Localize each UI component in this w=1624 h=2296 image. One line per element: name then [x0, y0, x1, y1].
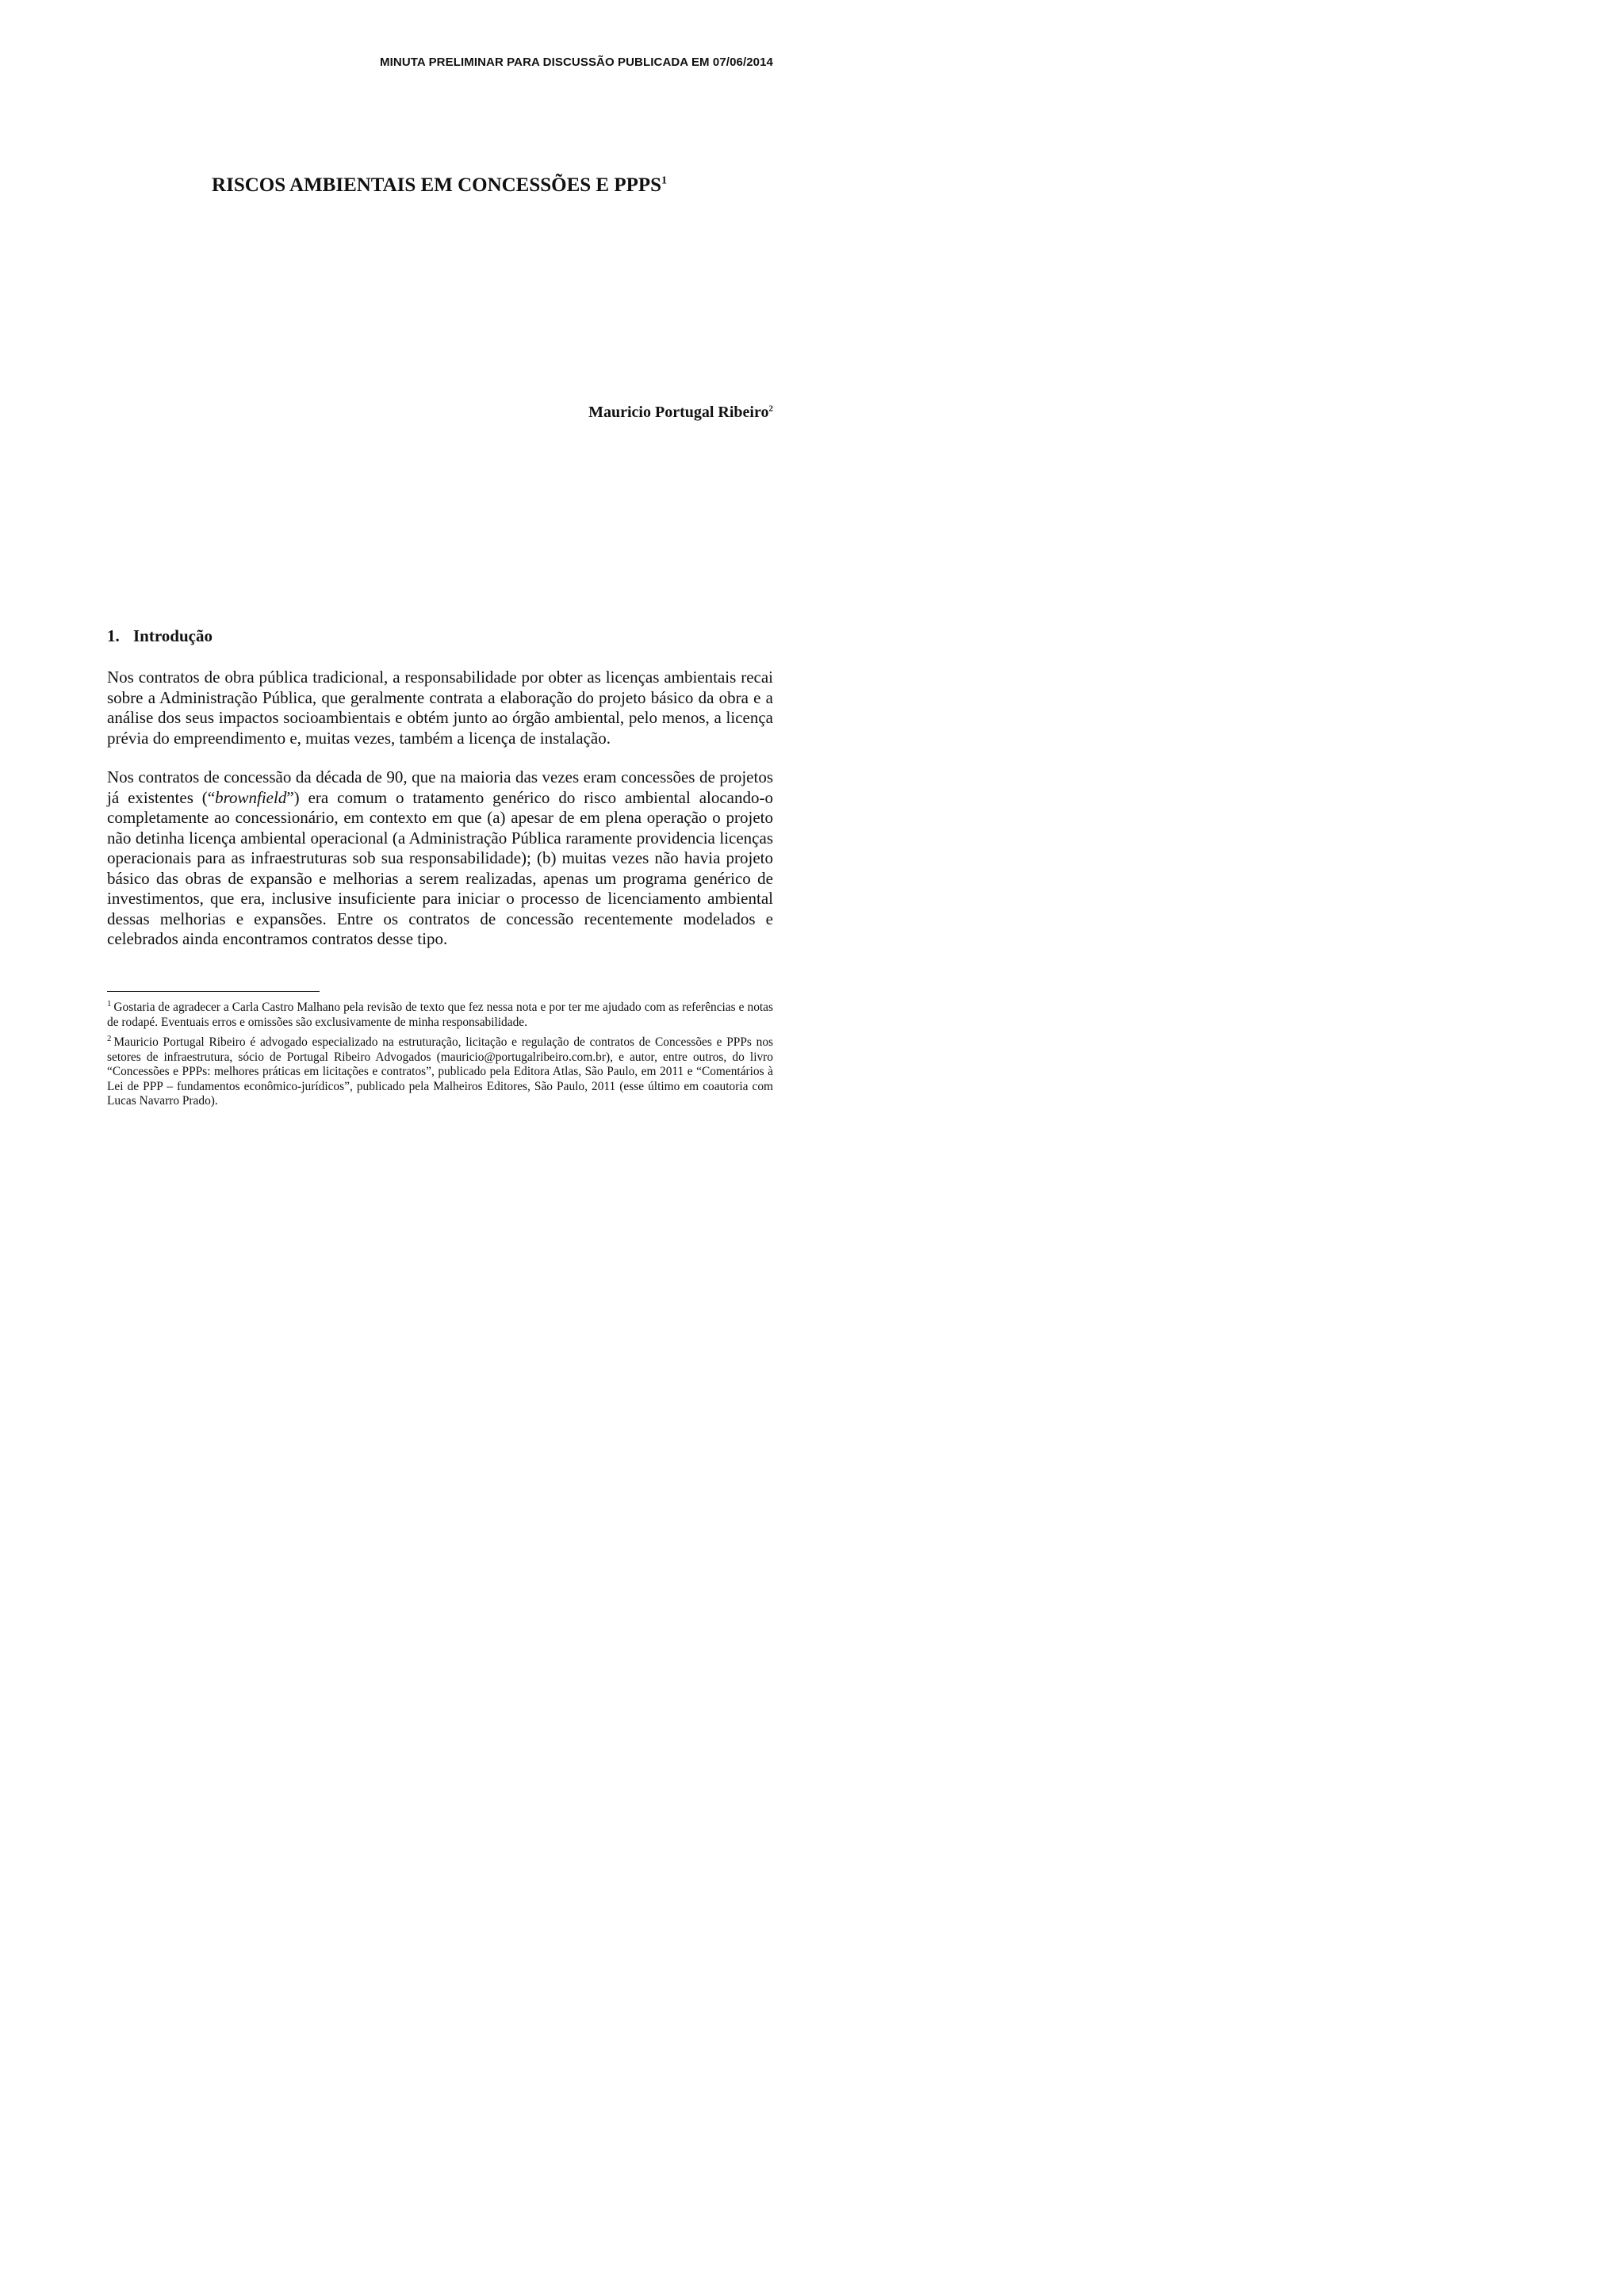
footnote-2-mark: 2: [107, 1033, 112, 1043]
document-title-text: RISCOS AMBIENTAIS EM CONCESSÕES E PPPS: [212, 174, 662, 196]
paragraph-2-part-2: ”) era comum o tratamento genérico do risco ambiental alocando-o completamente ao concessionário, em contexto em que (a) apesar de em plena operação o projeto não detinha licença ambiental operacional (a Administração Pública raramente providencia licenças operacionais para as infraestruturas sob sua responsabilidade); (b) muitas vezes não havia projeto básico das obras de expansão e melhorias a serem realizadas, apenas um programa genérico de investimentos, que era, inclusive insuficiente para iniciar o processo de licenciamento ambiental dessas melhorias e expansões. Entre os contratos de concessão recentemente modelados e celebrados ainda encontramos contratos desse tipo.: [107, 787, 773, 948]
paragraph-2: [107, 767, 773, 950]
footnote-1-text: Gostaria de agradecer a Carla Castro Malhano pela revisão de texto que fez nessa nota e por ter me ajudado com as referências e notas de rodapé. Eventuais erros e omissões são exclusivamente de minha responsabilidade.: [107, 1001, 773, 1029]
paragraph-1: Nos contratos de obra pública tradicional, a responsabilidade por obter as licenças ambientais recai sobre a Administração Pública, que geralmente contrata a elaboração do projeto básico da obra e a análise dos seus impactos socioambientais e obtém junto ao órgão ambiental, pelo menos, a licença prévia do empreendimento e, muitas vezes, também a licença de instalação.: [107, 668, 773, 748]
section-number: 1.: [107, 626, 120, 645]
document-title: [0, 174, 879, 197]
title-footnote-ref[interactable]: 1: [661, 174, 667, 186]
footnote-1-mark: 1: [107, 998, 112, 1008]
footnote-2: [107, 1035, 773, 1109]
paragraph-2-part-1: Nos contratos de concessão da década de 90, que na maioria das vezes eram concessões de projetos já existentes (“: [107, 767, 773, 807]
footnote-2-text: Mauricio Portugal Ribeiro é advogado especializado na estruturação, licitação e regulação de contratos de Concessões e PPPs nos setores de infraestrutura, sócio de Portugal Ribeiro Advogados (mauricio@portugalribeiro.com.br), e autor, entre outros, do livro “Concessões e PPPs: melhores práticas em licitações e contratos”, publicado pela Editora Atlas, São Paulo, em 2011 e “Comentários à Lei de PPP – fundamentos econômico-jurídicos”, publicado pela Malheiros Editores, São Paulo, 2011 (esse último em coautoria com Lucas Navarro Prado).: [107, 1035, 773, 1108]
footnote-separator: [107, 991, 320, 992]
footnote-1: [107, 998, 773, 1030]
section-title: Introdução: [133, 626, 213, 645]
author-name: [588, 404, 773, 422]
paragraph-2-italic: brownfield: [215, 787, 287, 807]
author-footnote-ref[interactable]: 2: [768, 404, 773, 414]
header-note: MINUTA PRELIMINAR PARA DISCUSSÃO PUBLICADA EM 07/06/2014: [380, 55, 773, 69]
section-heading: [107, 626, 213, 646]
author-name-text: Mauricio Portugal Ribeiro: [588, 404, 769, 421]
